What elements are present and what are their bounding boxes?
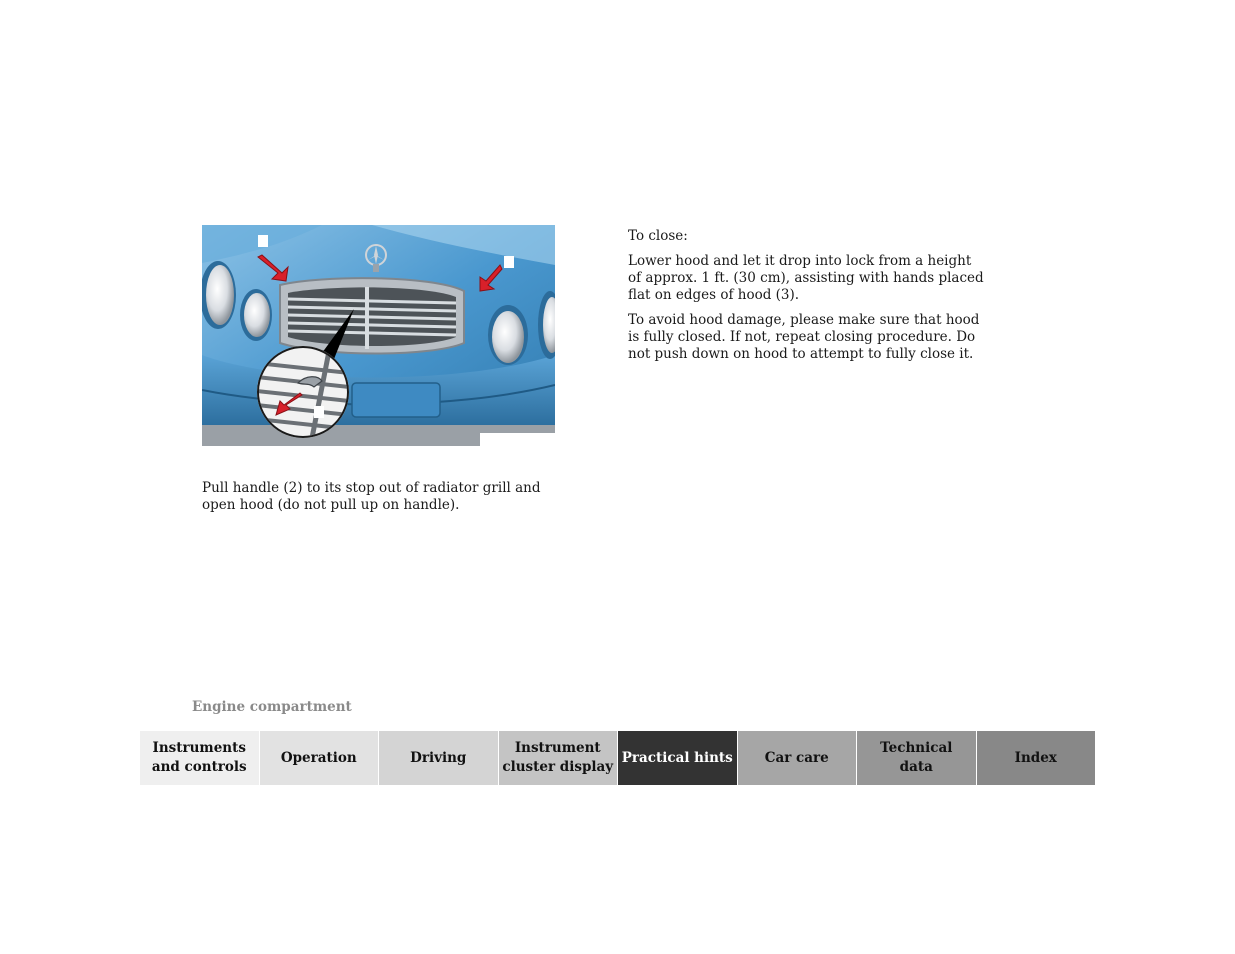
chapter-nav: [140, 731, 1095, 785]
right-inner-headlamp: [492, 311, 524, 363]
callout-marker-3: [504, 256, 514, 268]
close-paragraph-1: Lower hood and let it drop into lock from a height of approx. 1 ft. (30 cm), assisting with hands placed flat on edges of hood (3).: [628, 253, 984, 303]
nav-tab-index[interactable]: Index: [977, 731, 1096, 785]
close-heading: To close:: [628, 228, 688, 244]
callout-marker-1: [258, 235, 268, 247]
car-front-image: [202, 225, 555, 446]
nav-tab-operation[interactable]: Operation: [260, 731, 380, 785]
image-id-box: [480, 433, 555, 446]
license-plate-area: [352, 383, 440, 417]
hood-illustration: [202, 225, 555, 446]
close-paragraph-2: To avoid hood damage, please make sure that hood is fully closed. If not, repeat closing procedure. Do not push down on hood to attempt to fully close it.: [628, 312, 980, 362]
nav-tab-technical-data[interactable]: Technical data: [857, 731, 977, 785]
section-label: Engine compartment: [192, 699, 352, 715]
nav-tab-driving[interactable]: Driving: [379, 731, 499, 785]
nav-tab-practical-hints[interactable]: Practical hints: [618, 731, 738, 785]
callout-marker-2: [314, 406, 324, 418]
close-hood-instructions: [628, 228, 988, 371]
left-outer-headlamp: [206, 265, 234, 325]
handle-detail-inset: [257, 346, 349, 438]
nav-tab-car-care[interactable]: Car care: [738, 731, 858, 785]
left-inner-headlamp: [244, 293, 270, 337]
nav-tab-instrument-cluster-display[interactable]: Instrument cluster display: [499, 731, 619, 785]
nav-tab-instruments-and-controls[interactable]: Instruments and controls: [140, 731, 260, 785]
open-hood-instruction: Pull handle (2) to its stop out of radiator grill and open hood (do not pull up on handle).: [202, 480, 541, 513]
